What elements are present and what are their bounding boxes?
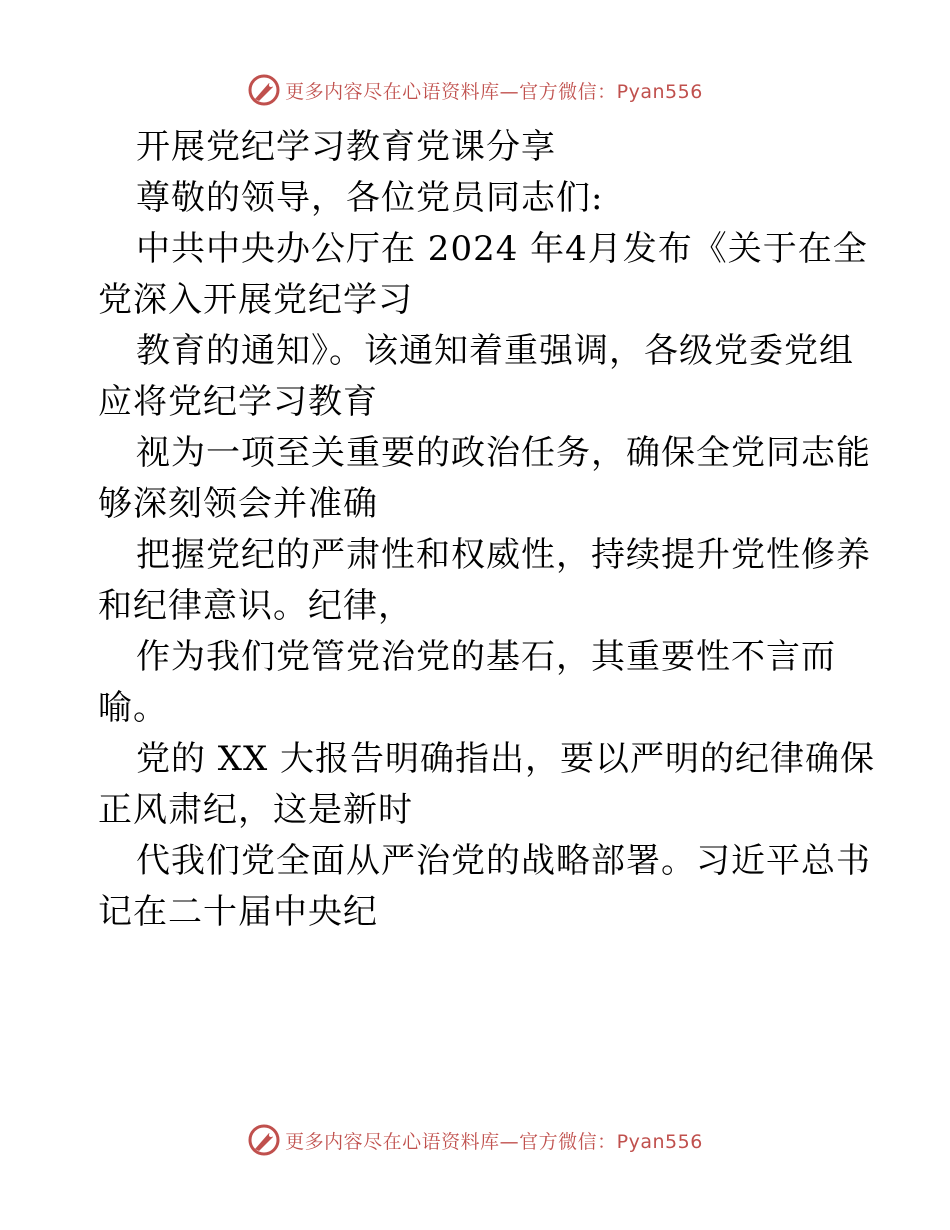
salutation: 尊敬的领导，各位党员同志们: (136, 178, 604, 218)
doc-title: 开展党纪学习教育党课分享 (136, 127, 556, 167)
pen-nib-logo-icon (247, 1123, 281, 1157)
footer-watermark-text: 更多内容尽在心语资料库—官方微信：Pyan556 (285, 1130, 703, 1153)
paragraph-line: 代我们党全面从严治党的战略部署。习近平总书 (136, 841, 871, 881)
paragraph-line: 和纪律意识。纪律， (98, 586, 413, 626)
header-watermark-text: 更多内容尽在心语资料库—官方微信：Pyan556 (285, 80, 703, 103)
paragraph-line: 教育的通知》。该通知着重强调，各级党委党组 (136, 331, 854, 371)
paragraph-line: 党深入开展党纪学习 (98, 280, 413, 320)
footer-watermark (0, 1120, 950, 1160)
header-watermark (0, 70, 950, 110)
paragraph-line: 正风肃纪，这是新时 (98, 790, 413, 830)
paragraph-line: 党的 XX 大报告明确指出，要以严明的纪律确保 (136, 739, 876, 779)
paragraph-line: 视为一项至关重要的政治任务，确保全党同志能 (136, 433, 871, 473)
paragraph-line: 记在二十届中央纪 (98, 892, 378, 932)
paragraph-line: 把握党纪的严肃性和权威性，持续提升党性修养 (136, 535, 871, 575)
paragraph-line: 喻。 (98, 688, 168, 728)
document-body (98, 122, 876, 938)
paragraph-line: 作为我们党管党治党的基石，其重要性不言而 (136, 637, 836, 677)
paragraph-line: 应将党纪学习教育 (98, 382, 378, 422)
paragraph-line: 中共中央办公厅在 2024 年4月发布《关于在全 (136, 229, 868, 269)
pen-nib-logo-icon (247, 73, 281, 107)
paragraph-line: 够深刻领会并准确 (98, 484, 378, 524)
